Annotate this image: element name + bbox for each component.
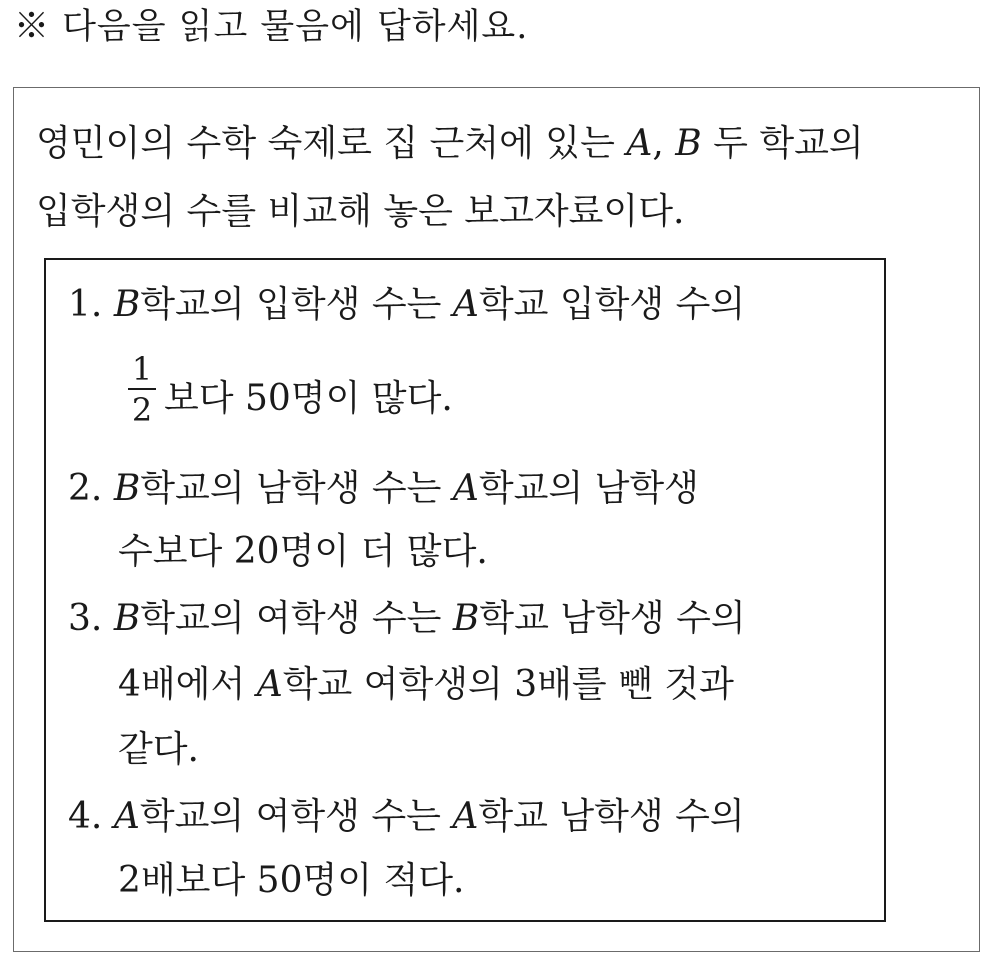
intro-line-2: 입학생의 수를 비교해 놓은 보고자료이다. <box>36 191 685 232</box>
condition-number: 2. <box>68 468 103 509</box>
variable-b: B <box>675 123 702 164</box>
condition-number: 1. <box>68 284 103 325</box>
condition-text: 학교의 남학생 수는 <box>140 468 453 509</box>
fraction-one-half <box>128 352 156 428</box>
condition-text: 4배에서 <box>118 664 257 705</box>
condition-text: 학교 여학생의 3배를 뺀 것과 <box>282 664 734 705</box>
instruction-text: ※ 다음을 읽고 물음에 답하세요. <box>14 7 529 47</box>
intro-text: 두 학교의 <box>701 123 864 164</box>
variable-a: A <box>626 123 653 164</box>
variable: B <box>113 598 141 639</box>
condition-3-line-2 <box>118 663 734 707</box>
intro-text: , <box>652 123 676 164</box>
condition-1-line-2: 보다 50명이 많다. <box>164 378 453 419</box>
intro-line-1 <box>36 110 864 178</box>
condition-text: 학교의 여학생 수는 <box>140 598 453 639</box>
variable: B <box>113 284 141 325</box>
condition-number: 3. <box>68 598 103 639</box>
variable: B <box>452 598 480 639</box>
variable: A <box>452 284 479 325</box>
fraction-numerator: 1 <box>131 350 153 388</box>
variable: A <box>256 664 283 705</box>
condition-text: 학교의 입학생 수는 <box>140 284 453 325</box>
condition-4-line-2: 2배보다 50명이 적다. <box>118 860 465 901</box>
fraction-bar <box>128 388 156 390</box>
condition-text: 학교 입학생 수의 <box>478 284 746 325</box>
variable: B <box>113 468 141 509</box>
condition-2-line-1 <box>68 467 699 511</box>
condition-4-line-1 <box>68 795 745 839</box>
variable: A <box>452 468 479 509</box>
variable: A <box>452 796 479 837</box>
condition-number: 4. <box>68 796 103 837</box>
intro-text: 영민이의 수학 숙제로 집 근처에 있는 <box>36 123 627 164</box>
variable: A <box>113 796 140 837</box>
fraction-denominator: 2 <box>131 391 153 429</box>
condition-text: 학교 남학생 수의 <box>479 598 746 639</box>
intro-paragraph <box>36 110 864 246</box>
condition-text: 학교의 여학생 수는 <box>139 796 453 837</box>
condition-3-line-3: 같다. <box>118 729 199 770</box>
condition-2-line-2: 수보다 20명이 더 많다. <box>118 531 488 572</box>
condition-1-line-1 <box>68 283 745 327</box>
condition-text: 학교 남학생 수의 <box>478 796 745 837</box>
condition-text: 학교의 남학생 <box>478 468 699 509</box>
condition-3-line-1 <box>68 597 746 641</box>
